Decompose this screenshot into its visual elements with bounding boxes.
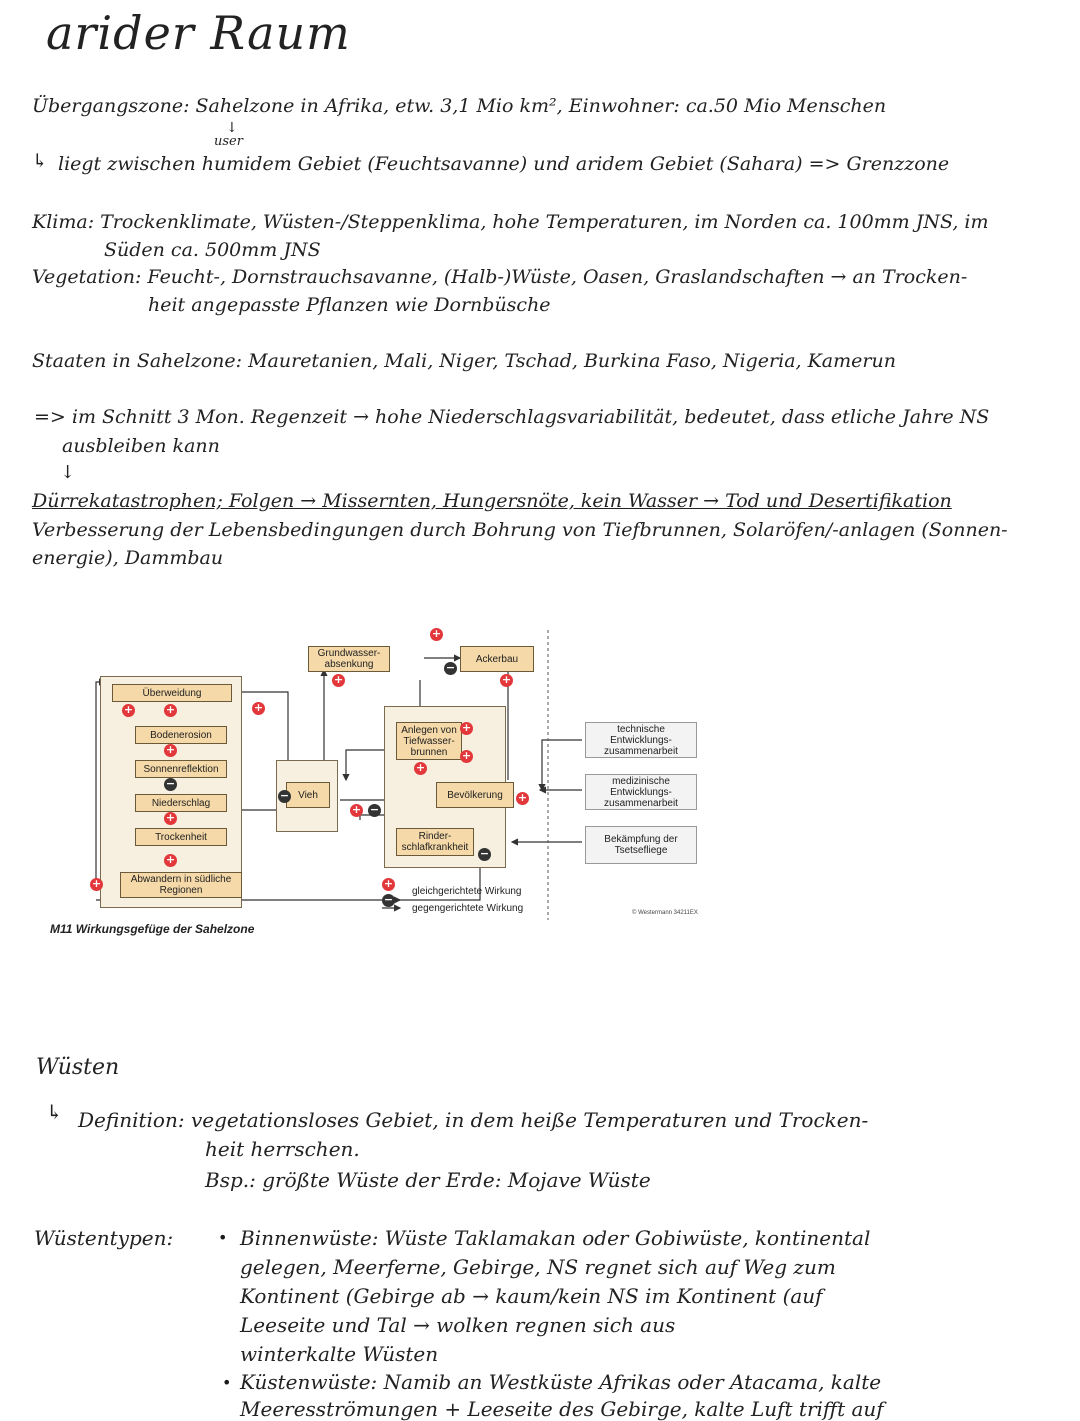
vegetation-line-1: Vegetation: Feucht-, Dornstrauchsavanne, (Halb-)Wüste, Oasen, Graslandschaften → an Trocken- xyxy=(32,266,968,288)
box-ackerbau: Ackerbau xyxy=(460,646,534,672)
verbesserung-line-2: energie), Dammbau xyxy=(32,547,224,569)
plus-icon: + xyxy=(517,791,528,804)
plus-icon: + xyxy=(165,703,176,716)
arrow-down-2: ↓ xyxy=(60,462,76,483)
beispiel-line: Bsp.: größte Wüste der Erde: Mojave Wüste xyxy=(205,1168,651,1192)
binnenwueste-line-3: Kontinent (Gebirge ab → kaum/kein NS im Kontinent (auf xyxy=(240,1284,823,1308)
duerre-lead: Dürrekatastrophen; Folgen → Missernten, Hungersnöte, kein Wasser → xyxy=(32,490,726,512)
plus-icon: + xyxy=(165,853,176,866)
verbesserung-line-1: Verbesserung der Lebensbedingungen durch Bohrung von Tiefbrunnen, Solaröfen/-anlagen (Sonnen- xyxy=(32,519,1008,541)
regenzeit-line-1: => im Schnitt 3 Mon. Regenzeit → hohe Niederschlagsvariabilität, bedeutet, dass etliche Jahre NS xyxy=(34,406,990,428)
plus-icon: + xyxy=(431,627,442,640)
staaten-line: Staaten in Sahelzone: Mauretanien, Mali, Niger, Tschad, Burkina Faso, Nigeria, Kamerun xyxy=(32,350,896,372)
klima-line-1: Klima: Trockenklimate, Wüsten-/Steppenklima, hohe Temperaturen, im Norden ca. 100mm JNS, im xyxy=(32,211,989,233)
legend-minus-icon: − xyxy=(383,893,394,906)
section-heading-wuesten: Wüsten xyxy=(36,1055,120,1080)
legend-plus-label: gleichgerichtete Wirkung xyxy=(412,886,522,897)
box-medizinische: medizinische Entwicklungs-zusammenarbeit xyxy=(585,774,697,810)
sahel-diagram xyxy=(40,610,740,940)
plus-icon: + xyxy=(415,761,426,774)
location-line: liegt zwischen humidem Gebiet (Feuchtsavanne) und aridem Gebiet (Sahara) => Grenzzone xyxy=(58,153,950,175)
plus-icon: + xyxy=(333,673,344,686)
plus-icon: + xyxy=(501,673,512,686)
bullet-icon: • xyxy=(218,1228,228,1247)
kuestenwueste-line-2: Meeresströmungen + Leeseite des Gebirge, kalte Luft trifft auf xyxy=(240,1397,884,1421)
minus-icon: − xyxy=(369,803,380,816)
minus-icon: − xyxy=(445,661,456,674)
binnenwueste-line-5: winterkalte Wüsten xyxy=(240,1342,439,1366)
plus-icon: + xyxy=(461,749,472,762)
legend-minus-label: gegengerichtete Wirkung xyxy=(412,903,524,914)
box-bevoelkerung: Bevölkerung xyxy=(436,782,514,808)
definition-arrow: ↳ xyxy=(46,1100,63,1124)
duerre-line xyxy=(32,490,952,512)
plus-icon: + xyxy=(91,877,102,890)
regenzeit-line-2: ausbleiben kann xyxy=(62,435,220,457)
plus-icon: + xyxy=(461,721,472,734)
duerre-tail: Tod und Desertifikation xyxy=(725,490,952,512)
plus-icon: + xyxy=(123,703,134,716)
plus-icon: + xyxy=(351,803,362,816)
box-tiefwasser: Anlegen von Tiefwasser-brunnen xyxy=(396,722,462,760)
minus-icon: − xyxy=(165,777,176,790)
arrow-indent: ↳ xyxy=(32,150,48,172)
binnenwueste-line-1: Binnenwüste: Wüste Taklamakan oder Gobiwüste, kontinental xyxy=(240,1226,871,1250)
box-abwandern: Abwandern in südliche Regionen xyxy=(120,872,242,898)
intro-line: Übergangszone: Sahelzone in Afrika, etw. 3,1 Mio km², Einwohner: ca.50 Mio Menschen xyxy=(32,95,887,117)
plus-icon: + xyxy=(165,743,176,756)
klima-line-2: Süden ca. 500mm JNS xyxy=(104,239,321,261)
arrow-down: ↓ xyxy=(226,120,238,136)
binnenwueste-line-4: Leeseite und Tal → wolken regnen sich aus xyxy=(240,1313,676,1337)
box-niederschlag: Niederschlag xyxy=(135,794,227,812)
binnenwueste-line-2: gelegen, Meerferne, Gebirge, NS regnet sich auf Weg zum xyxy=(240,1255,836,1279)
kuestenwueste-line-1: Küstenwüste: Namib an Westküste Afrikas oder Atacama, kalte xyxy=(240,1370,882,1394)
diagram-caption: M11 Wirkungsgefüge der Sahelzone xyxy=(50,922,255,936)
wuestentypen-label: Wüstentypen: xyxy=(34,1226,174,1250)
box-bekaempfung: Bekämpfung der Tsetsefliege xyxy=(585,826,697,864)
minus-icon: − xyxy=(479,847,490,860)
box-rinder: Rinder-schlafkrankheit xyxy=(396,828,474,856)
legend-plus-icon: + xyxy=(383,877,394,890)
plus-icon: + xyxy=(253,701,264,714)
plus-icon: + xyxy=(165,811,176,824)
definition-line-1: Definition: vegetationsloses Gebiet, in dem heiße Temperaturen und Trocken- xyxy=(78,1108,869,1132)
box-ueberweidung: Überweidung xyxy=(112,684,232,702)
definition-line-2: heit herrschen. xyxy=(205,1137,360,1161)
box-bodenerosion: Bodenerosion xyxy=(135,726,227,744)
annotation-user: user xyxy=(214,134,243,149)
box-sonnenreflektion: Sonnenreflektion xyxy=(135,760,227,778)
vegetation-line-2: heit angepasste Pflanzen wie Dornbüsche xyxy=(148,294,551,316)
page-title: arider Raum xyxy=(46,6,351,60)
copyright: © Westermann 34211EX xyxy=(632,910,698,916)
box-technische: technische Entwicklungs-zusammenarbeit xyxy=(585,722,697,758)
bullet-icon: • xyxy=(222,1373,232,1392)
minus-icon: − xyxy=(279,789,290,802)
box-trockenheit: Trockenheit xyxy=(135,828,227,846)
box-grundwasser: Grundwasser-absenkung xyxy=(308,646,390,672)
box-vieh: Vieh xyxy=(286,782,330,808)
